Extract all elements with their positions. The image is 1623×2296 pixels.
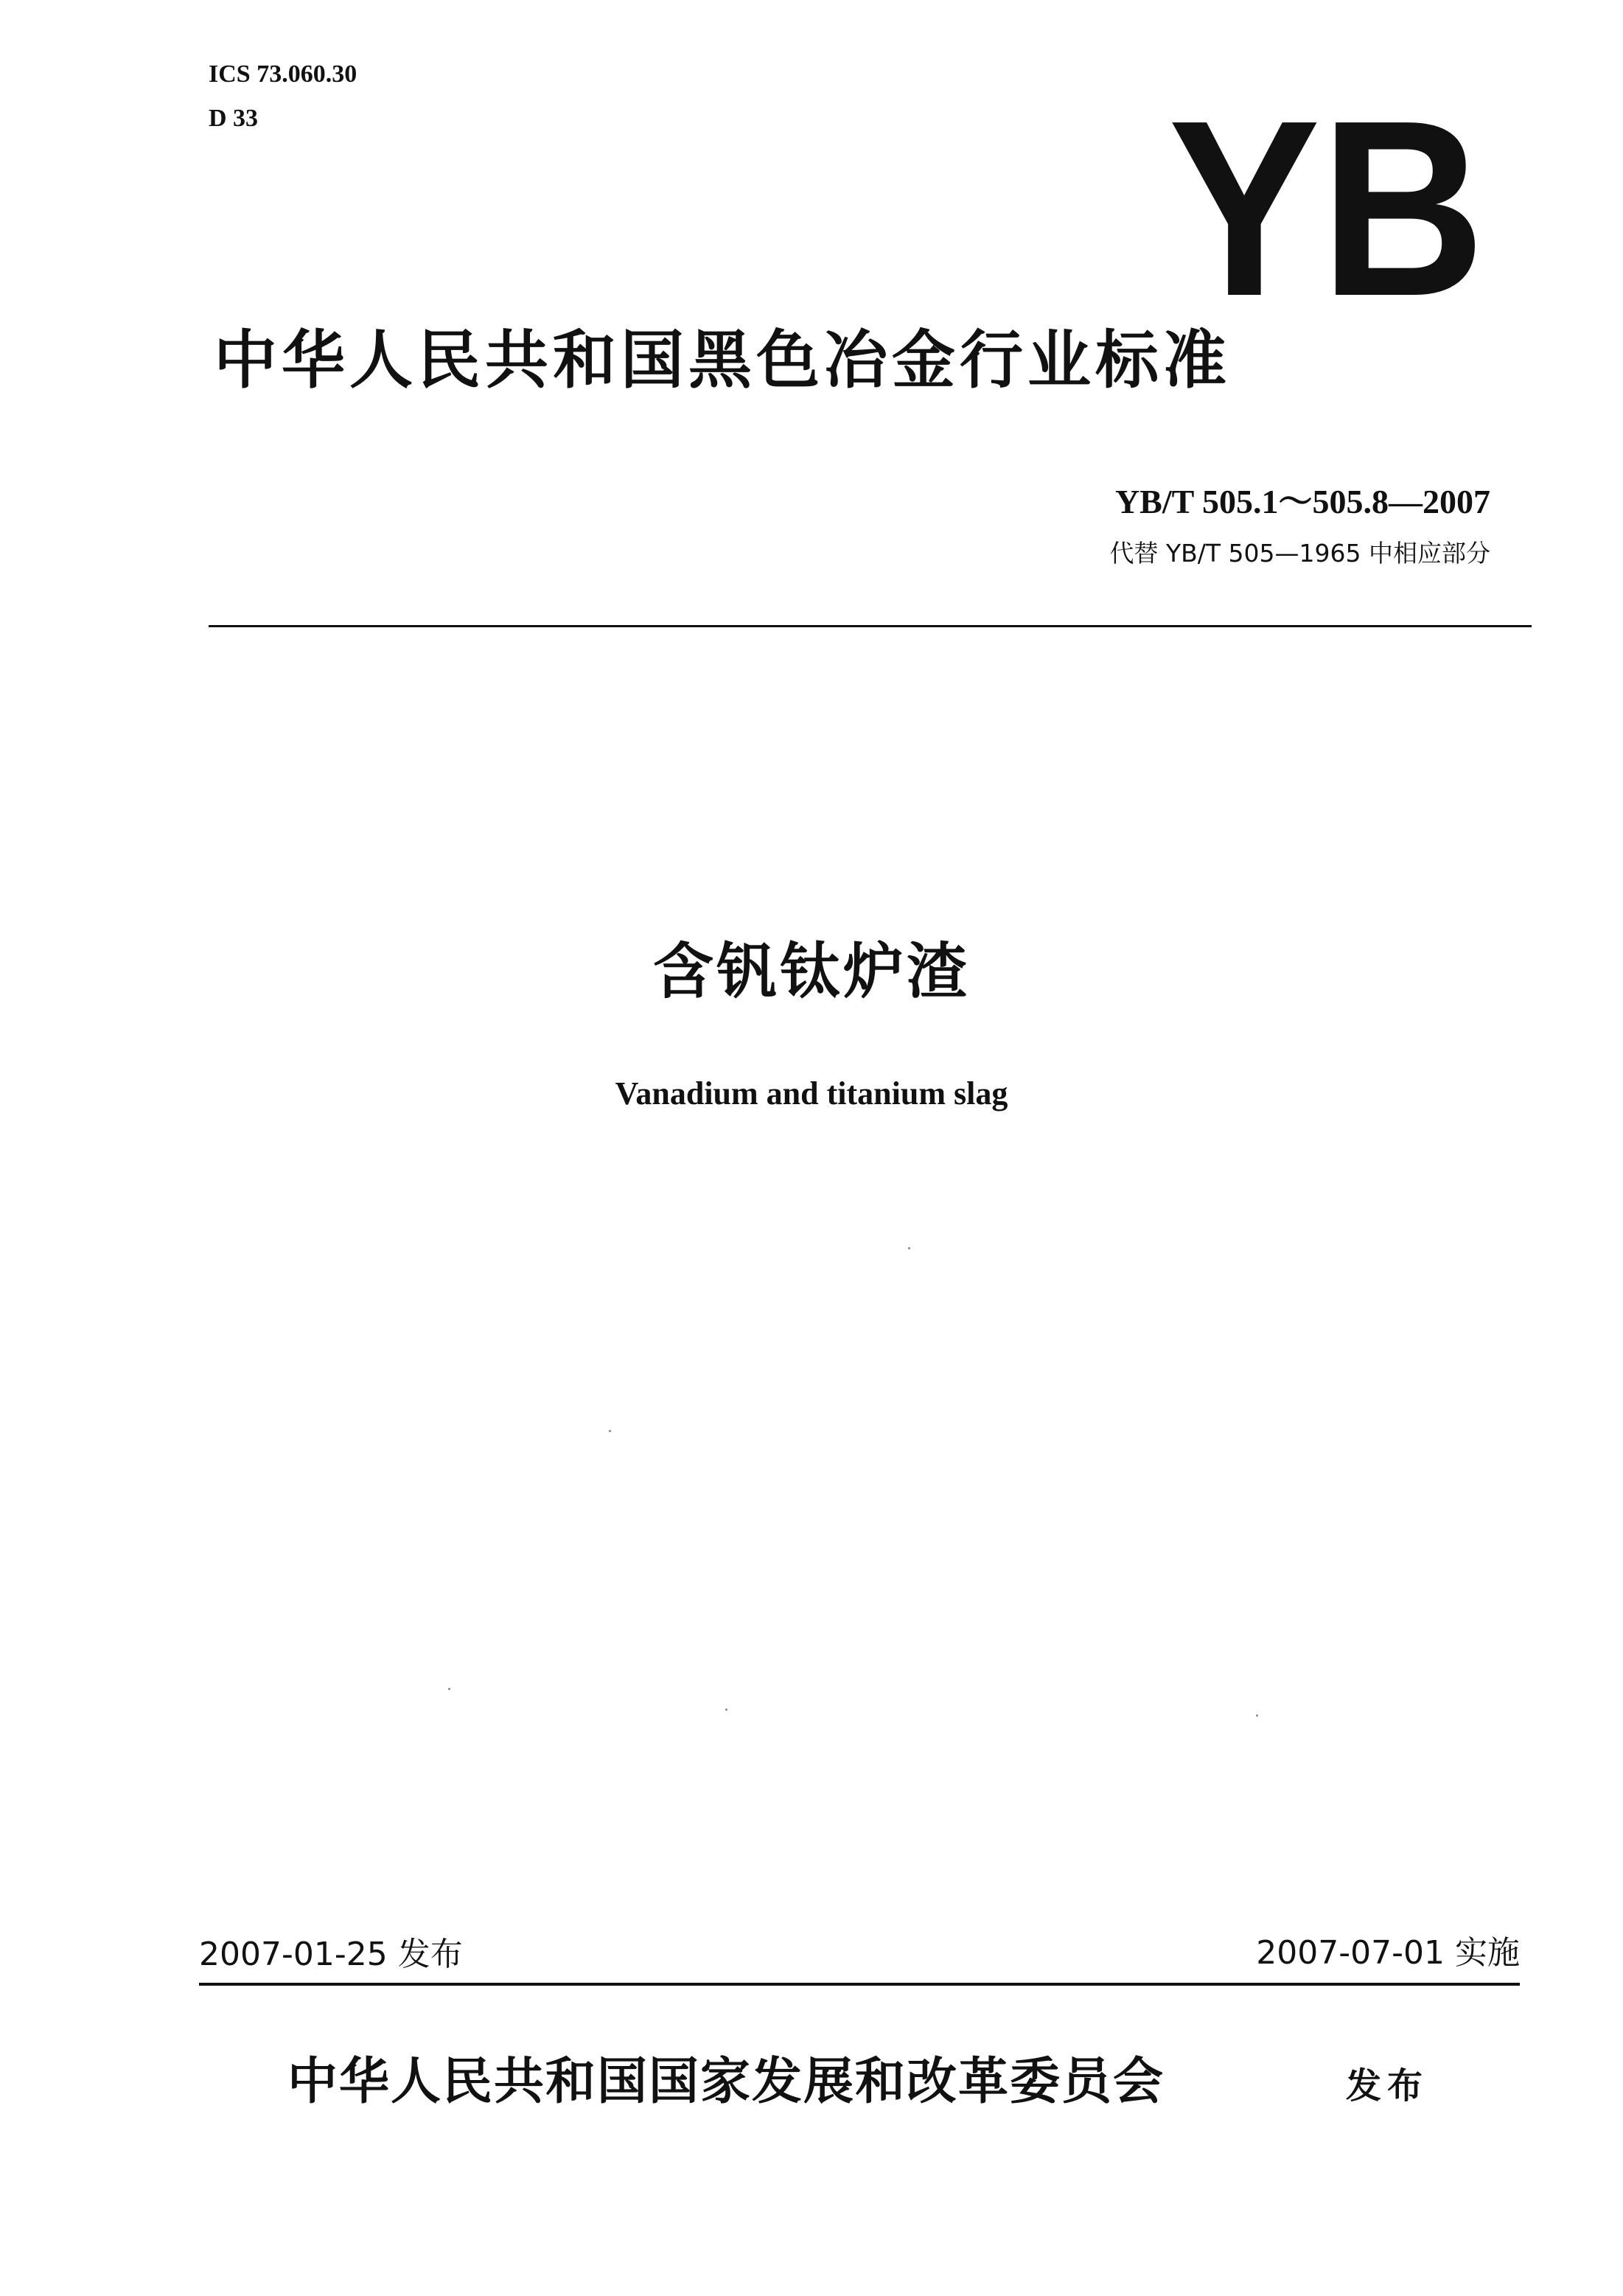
top-divider [209,625,1532,627]
publish-label: 发布 [1346,2065,1429,2107]
classification-code: D 33 [209,105,259,132]
yb-logo [1165,111,1489,307]
publisher-name: 中华人民共和国国家发展和改革委员会 [287,2052,1165,2111]
scan-speck [908,1247,910,1249]
implementation-date: 2007-07-01 实施 [1256,1934,1520,1972]
replaces-note: 代替 YB/T 505—1965 中相应部分 [1109,539,1490,568]
ics-code: ICS 73.060.30 [209,60,357,88]
document-title-en: Vanadium and titanium slag [615,1075,1008,1112]
scan-speck [725,1709,727,1711]
standard-category-title: 中华人民共和国黑色冶金行业标准 [214,324,1231,397]
document-title-cn: 含钒钛炉渣 [652,937,970,1007]
yb-logo-text: YB [1168,111,1485,307]
scan-speck [609,1430,611,1432]
scan-speck [448,1688,450,1690]
standard-number: YB/T 505.1～505.8—2007 [1114,483,1490,520]
scan-speck [1256,1714,1258,1717]
issue-date: 2007-01-25 发布 [199,1936,463,1973]
bottom-divider [199,1983,1520,1986]
